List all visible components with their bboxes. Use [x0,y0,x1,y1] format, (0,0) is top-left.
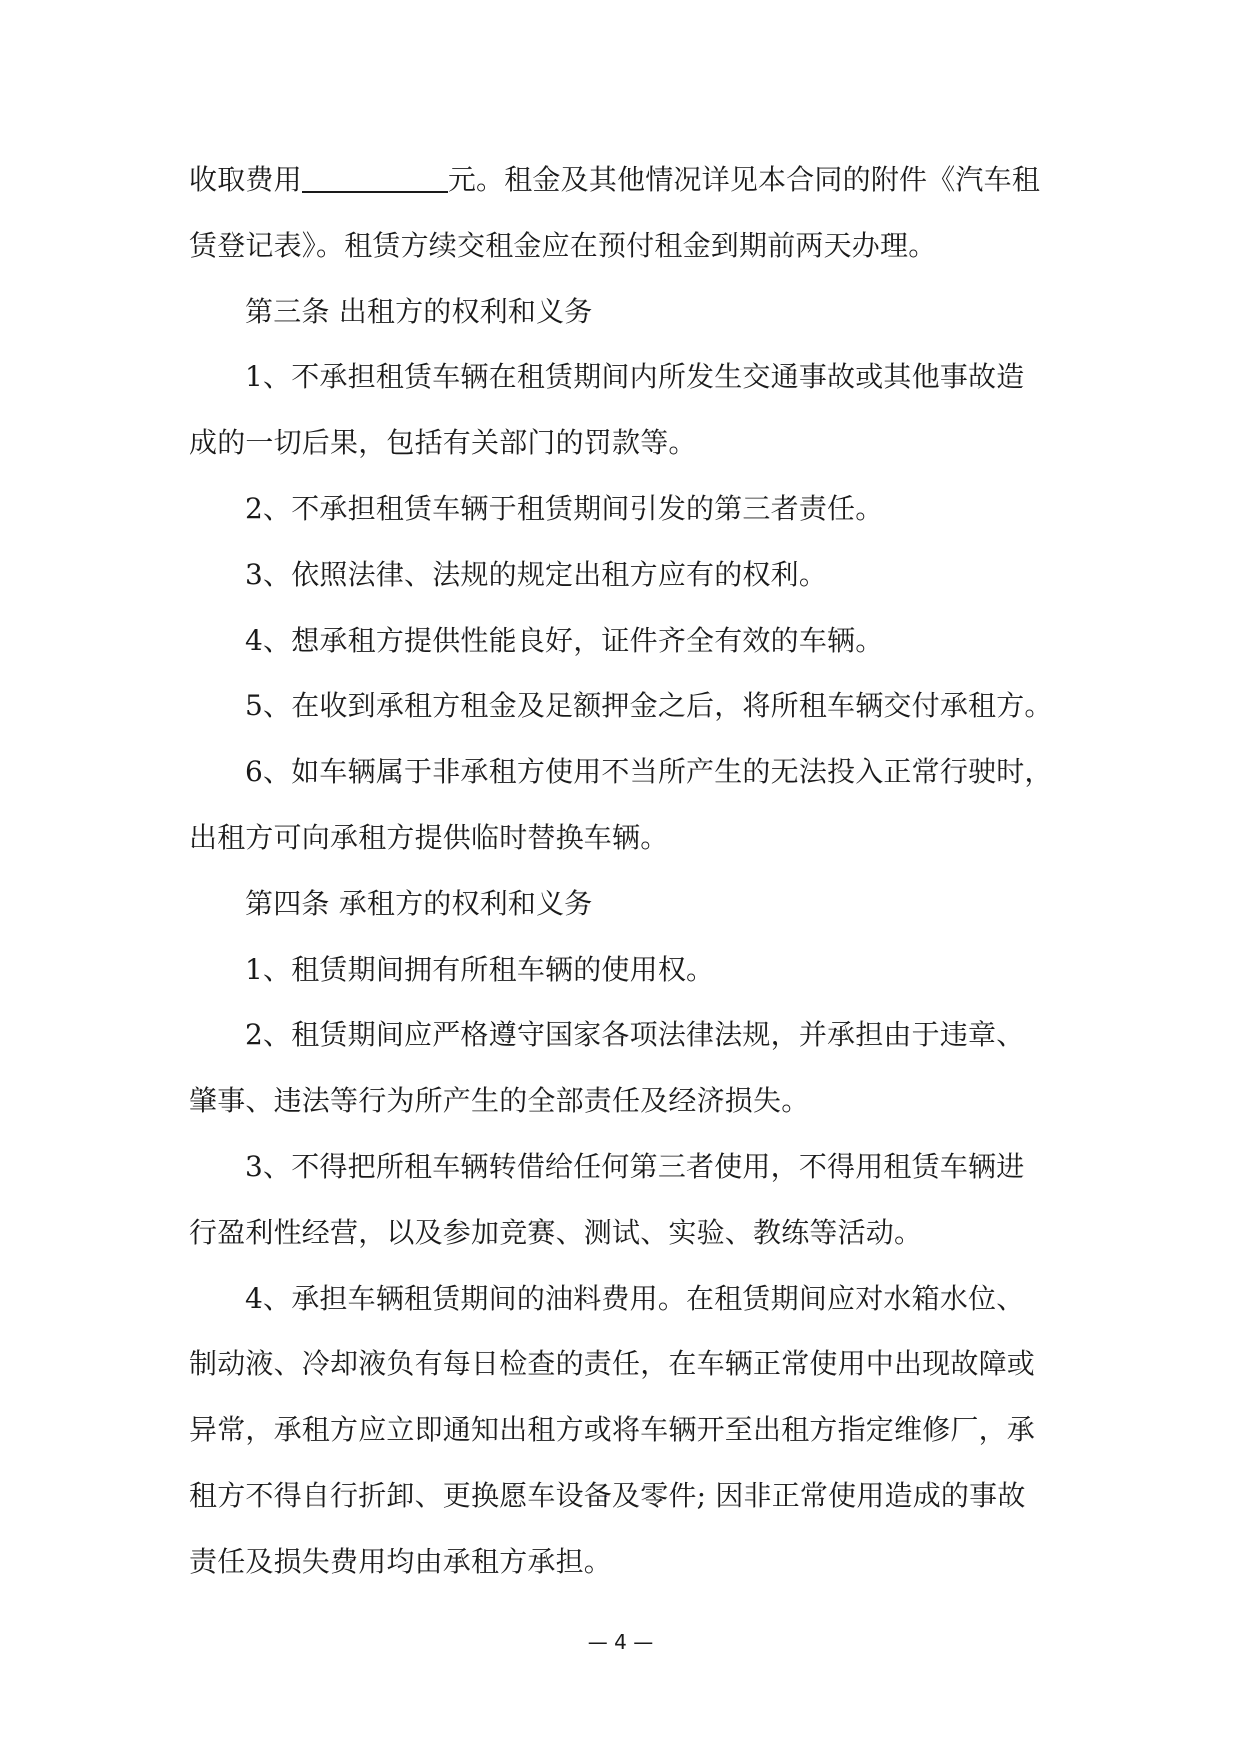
article-heading-4: 第四条 承租方的权利和义务 [245,886,593,920]
clause-line: 1、不承担租赁车辆在租赁期间内所发生交通事故或其他事故造 [245,360,1025,394]
clause-line: 成的一切后果，包括有关部门的罚款等。 [189,426,697,460]
line-text: 收取费用 [189,163,302,196]
page-number: — 4 — [587,1630,654,1654]
clause-line: 4、想承租方提供性能良好，证件齐全有效的车辆。 [245,623,884,657]
clause-line: 3、依照法律、法规的规定出租方应有的权利。 [245,557,828,591]
clause-line: 3、不得把所租车辆转借给任何第三者使用，不得用租赁车辆进 [245,1149,1025,1183]
clause-line: 行盈利性经营，以及参加竞赛、测试、实验、教练等活动。 [189,1215,923,1249]
clause-line: 2、租赁期间应严格遵守国家各项法律法规，并承担由于违章、 [245,1018,1025,1052]
line-text: 元。租金及其他情况详见本合同的附件《汽车租 [447,163,1041,196]
clause-line: 4、承担车辆租赁期间的油料费用。在租赁期间应对水箱水位、 [245,1281,1025,1315]
clause-line: 责任及损失费用均由承租方承担。 [189,1544,613,1578]
clause-line: 制动液、冷却液负有每日检查的责任，在车辆正常使用中出现故障或 [189,1347,1036,1381]
fee-blank [302,163,448,193]
clause-line: 1、租赁期间拥有所租车辆的使用权。 [245,952,715,986]
paragraph-line: 赁登记表》。租赁方续交租金应在预付租金到期前两天办理。 [189,228,937,262]
document-body [189,160,1069,1608]
article-heading-3: 第三条 出租方的权利和义务 [245,294,593,328]
clause-line: 出租方可向承租方提供临时替换车辆。 [189,820,669,854]
clause-line: 肇事、违法等行为所产生的全部责任及经济损失。 [189,1084,810,1118]
clause-line: 异常，承租方应立即通知出租方或将车辆开至出租方指定维修厂，承 [189,1413,1036,1447]
clause-line: 2、不承担租赁车辆于租赁期间引发的第三者责任。 [245,491,884,525]
clause-line: 6、如车辆属于非承租方使用不当所产生的无法投入正常行驶时， [245,755,1053,789]
paragraph-line-fee [189,160,1069,226]
clause-line: 5、在收到承租方租金及足额押金之后，将所租车辆交付承租方。 [245,689,1053,723]
clause-line: 租方不得自行折卸、更换愿车设备及零件; 因非正常使用造成的事故 [189,1478,1026,1512]
